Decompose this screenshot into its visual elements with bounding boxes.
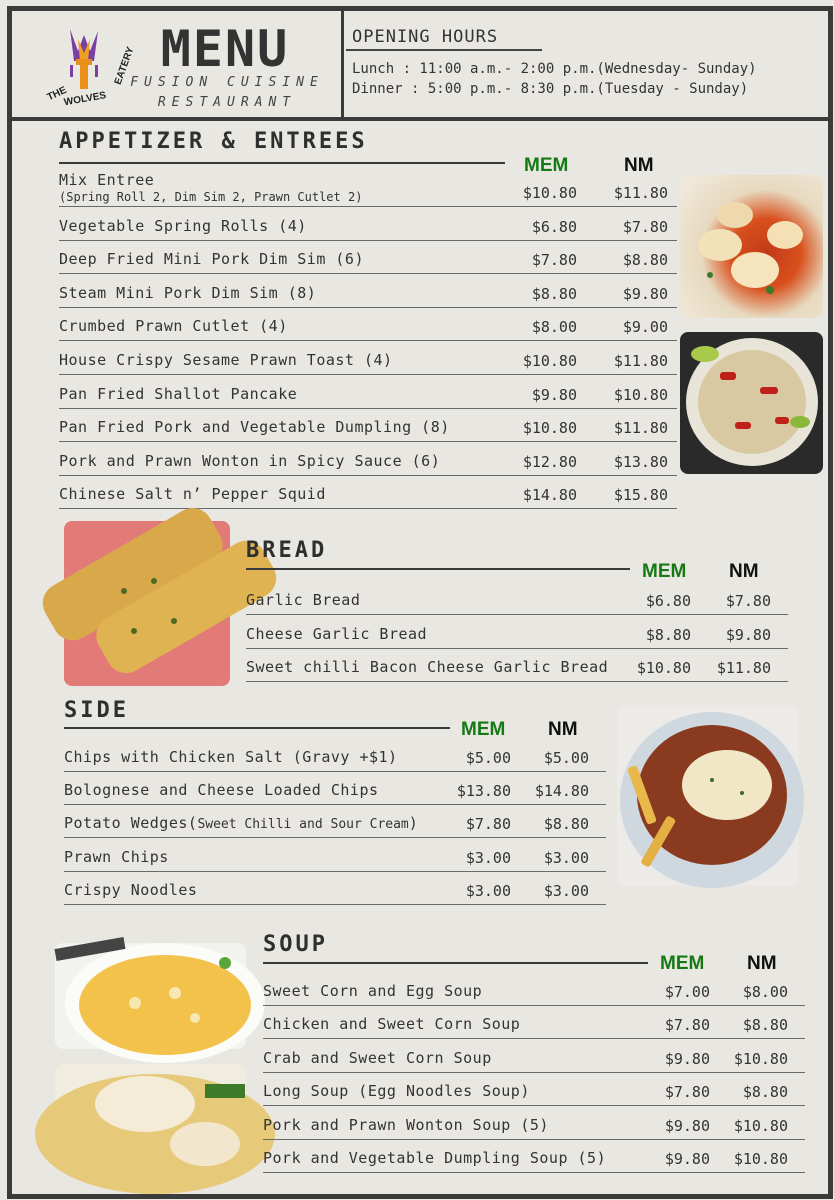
item-nm-price: $10.80 [613, 385, 668, 404]
salt-pepper-squid-photo [680, 332, 823, 474]
menu-title: MENU [160, 20, 290, 78]
item-name: Crumbed Prawn Cutlet (4) [59, 317, 288, 336]
item-name: Chips with Chicken Salt (Gravy +$1) [64, 748, 398, 766]
item-mem-price: $3.00 [465, 881, 511, 900]
side-item [64, 738, 606, 772]
item-name: Cheese Garlic Bread [246, 624, 428, 643]
loaded-chips-photo [617, 705, 799, 886]
item-nm-price: $9.80 [725, 625, 771, 644]
svg-text:WOLVES: WOLVES [63, 90, 108, 109]
appetizers-item [59, 207, 677, 241]
bread-mem-header: MEM [642, 561, 687, 582]
menu-header [12, 11, 828, 121]
appetizer-section-rule [59, 162, 505, 164]
item-name: Deep Fried Mini Pork Dim Sim (6) [59, 250, 364, 269]
item-mem-price: $8.80 [645, 625, 691, 644]
item-mem-price: $7.80 [664, 1083, 710, 1102]
item-nm-price: $10.80 [733, 1049, 788, 1068]
item-nm-price: $8.80 [622, 251, 668, 270]
item-name: Sweet Corn and Egg Soup [263, 982, 483, 1000]
item-nm-price: $11.80 [613, 352, 668, 370]
item-name-text: Mix Entree [59, 171, 155, 189]
soup-item [263, 1139, 805, 1173]
tagline-line-1: FUSION CUISINE [130, 75, 324, 90]
side-item [64, 871, 606, 905]
wolves-eatery-logo [40, 21, 137, 109]
item-mem-price: $3.00 [465, 848, 511, 867]
item-mem-price: $9.80 [664, 1150, 710, 1168]
appetizer-nm-header: NM [624, 155, 654, 176]
item-name: Pork and Vegetable Dumpling Soup (5) [263, 1149, 607, 1167]
item-name: Crab and Sweet Corn Soup [263, 1048, 492, 1067]
item-name: House Crispy Sesame Prawn Toast (4) [59, 351, 393, 369]
garlic-bread-photo [64, 521, 230, 686]
side-nm-header: NM [548, 719, 578, 740]
item-name-part: Sweet Chilli and Sour Cream [197, 817, 409, 833]
item-mem-price: $10.80 [522, 419, 577, 438]
item-name: Chicken and Sweet Corn Soup [263, 1015, 521, 1034]
item-mem-price: $5.00 [465, 749, 511, 767]
item-mem-price: $8.00 [531, 318, 577, 337]
item-nm-price: $9.00 [622, 318, 668, 337]
item-mem-price: $9.80 [664, 1049, 710, 1068]
bread-item [246, 581, 788, 615]
dinner-hours: Dinner : 5:00 p.m.- 8:30 p.m.(Tuesday - Sunday) [352, 81, 749, 97]
side-item [64, 771, 606, 805]
appetizers-item [59, 240, 677, 274]
item-mem-price: $7.80 [465, 815, 511, 834]
item-nm-price: $7.80 [725, 592, 771, 610]
item-mem-price: $9.80 [531, 385, 577, 404]
item-nm-price: $8.80 [742, 1016, 788, 1035]
appetizers-item [59, 375, 677, 409]
item-nm-price: $8.80 [742, 1083, 788, 1102]
item-nm-price: $3.00 [543, 881, 589, 900]
svg-text:EATERY: EATERY [112, 45, 137, 87]
item-nm-price: $8.00 [742, 983, 788, 1001]
svg-text:THE: THE [45, 84, 69, 104]
side-item [64, 838, 606, 872]
bread-nm-header: NM [729, 561, 759, 582]
item-name: Steam Mini Pork Dim Sim (8) [59, 283, 317, 302]
item-nm-price: $15.80 [613, 486, 668, 505]
appetizer-mem-header: MEM [524, 155, 569, 176]
soup-item [263, 1106, 805, 1140]
side-section-title: SIDE [64, 698, 129, 723]
item-mem-price: $12.80 [522, 452, 577, 471]
item-name: Bolognese and Cheese Loaded Chips [64, 781, 379, 800]
appetizers-item [59, 442, 677, 476]
side-section-rule [64, 727, 450, 729]
item-mem-price: $9.80 [664, 1116, 710, 1135]
item-name-part: ) [408, 814, 419, 833]
item-name: Vegetable Spring Rolls (4) [59, 216, 307, 235]
item-mem-price: $7.00 [664, 983, 710, 1001]
item-mem-price: $7.80 [531, 251, 577, 270]
lunch-hours: Lunch : 11:00 a.m.- 2:00 p.m.(Wednesday- Sunday) [352, 61, 757, 77]
wonton-soup-photo [55, 1064, 246, 1170]
item-name: Garlic Bread [246, 591, 361, 609]
appetizers-item [59, 341, 677, 375]
item-name: Sweet chilli Bacon Cheese Garlic Bread [246, 658, 609, 677]
item-name: Long Soup (Egg Noodles Soup) [263, 1082, 530, 1101]
soup-item [263, 1039, 805, 1073]
item-nm-price: $3.00 [543, 848, 589, 867]
bread-item [246, 648, 788, 682]
appetizers-item [59, 408, 677, 442]
appetizers-item [59, 170, 677, 207]
soup-section-rule [263, 962, 648, 964]
item-mem-price: $10.80 [636, 659, 691, 678]
bread-section-rule [246, 568, 630, 570]
item-nm-price: $11.80 [716, 659, 771, 678]
item-mem-price: $14.80 [522, 486, 577, 505]
soup-item [263, 972, 805, 1006]
tagline [122, 73, 332, 113]
bread-item [246, 615, 788, 649]
item-nm-price: $10.80 [733, 1116, 788, 1135]
item-nm-price: $5.00 [543, 749, 589, 767]
item-description: (Spring Roll 2, Dim Sim 2, Prawn Cutlet 2) [59, 190, 363, 204]
item-nm-price: $13.80 [613, 452, 668, 471]
appetizers-item [59, 307, 677, 341]
item-mem-price: $8.80 [531, 284, 577, 303]
soup-item [263, 1005, 805, 1039]
hours-underline [346, 49, 542, 51]
item-mem-price: $10.80 [522, 184, 577, 202]
item-nm-price: $10.80 [733, 1150, 788, 1168]
item-nm-price: $8.80 [543, 815, 589, 834]
item-mem-price: $13.80 [456, 782, 511, 801]
item-name: Chinese Salt n’ Pepper Squid [59, 485, 326, 504]
side-item [64, 804, 606, 838]
soup-nm-header: NM [747, 953, 777, 974]
item-name: Pan Fried Shallot Pancake [59, 384, 298, 403]
soup-item [263, 1072, 805, 1106]
item-mem-price: $10.80 [522, 352, 577, 370]
item-name [59, 171, 154, 189]
item-nm-price: $9.80 [622, 284, 668, 303]
brand-block [12, 11, 344, 117]
soup-mem-header: MEM [660, 953, 705, 974]
bread-section-title: BREAD [246, 538, 328, 563]
opening-hours-title: OPENING HOURS [352, 27, 499, 47]
wonton-spicy-photo [680, 175, 823, 318]
soup-section-title: SOUP [263, 932, 328, 957]
item-mem-price: $7.80 [664, 1016, 710, 1035]
appetizer-section-title: APPETIZER & ENTREES [59, 129, 368, 154]
item-name: Pork and Prawn Wonton in Spicy Sauce (6) [59, 451, 441, 470]
tagline-line-2: RESTAURANT [157, 95, 297, 110]
side-mem-header: MEM [461, 719, 506, 740]
appetizers-item [59, 274, 677, 308]
item-nm-price: $11.80 [613, 419, 668, 438]
item-nm-price: $14.80 [534, 782, 589, 801]
item-name: Pork and Prawn Wonton Soup (5) [263, 1115, 549, 1134]
item-name: Prawn Chips [64, 847, 169, 866]
item-name [64, 814, 418, 832]
item-name: Crispy Noodles [64, 880, 198, 899]
item-mem-price: $6.80 [531, 217, 577, 236]
menu-frame [7, 6, 833, 1199]
item-nm-price: $7.80 [622, 217, 668, 236]
appetizers-item [59, 475, 677, 509]
corn-soup-photo [55, 943, 246, 1049]
item-name-part: Potato Wedges( [64, 814, 198, 833]
item-nm-price: $11.80 [613, 184, 668, 202]
item-name: Pan Fried Pork and Vegetable Dumpling (8) [59, 418, 450, 437]
item-mem-price: $6.80 [645, 592, 691, 610]
